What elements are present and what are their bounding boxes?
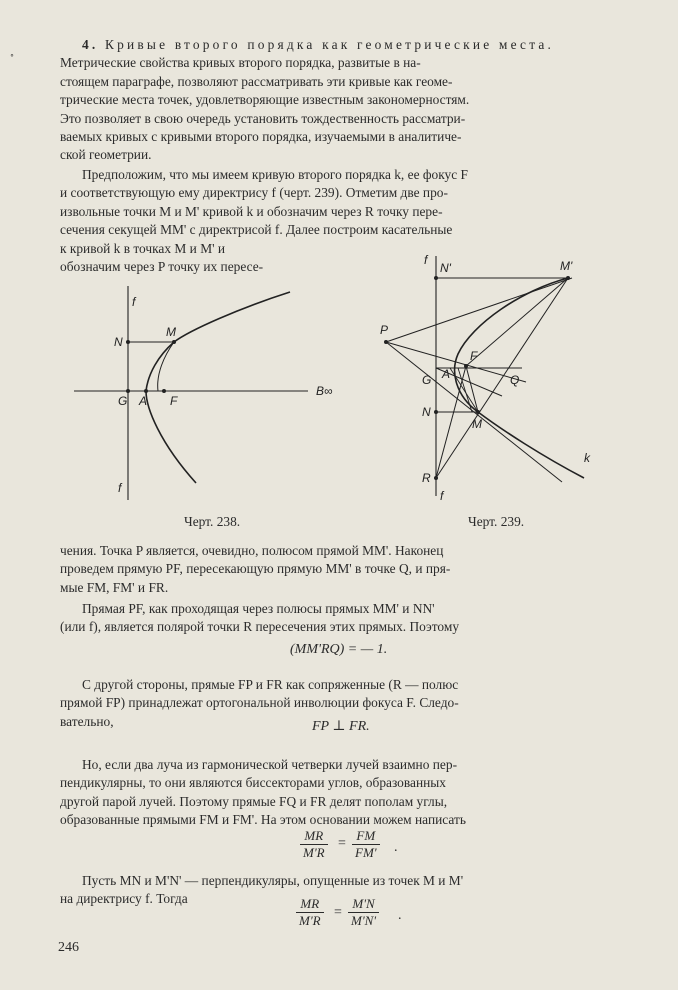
label-Np: N' [440, 261, 451, 275]
label-F: F [170, 394, 178, 408]
point-N [434, 410, 438, 414]
point-Mp [566, 276, 570, 280]
label-R: R [422, 471, 431, 485]
text-line: пендикулярны, то они являются биссекторами углов, образованных [60, 775, 446, 791]
label-G: G [118, 394, 128, 408]
text-line: образованные прямыми FM и FM'. На этом основании можем написать [60, 812, 466, 828]
label-k: k [584, 451, 590, 465]
equals-sign: = [338, 836, 346, 851]
denominator: M'R [303, 845, 325, 860]
text-line: мые FM, FM' и FR. [60, 579, 169, 595]
point-N [126, 340, 130, 344]
equals-sign: = [334, 905, 342, 920]
denominator: M'N' [351, 913, 377, 928]
numerator: MR [296, 896, 324, 913]
text-line: Метрические свойства кривых второго порядка, развитые в на- [60, 55, 421, 71]
numerator: M'N [348, 896, 379, 913]
line-FR [436, 366, 466, 478]
line-FMp [466, 278, 568, 366]
text-line: на директрису f. Тогда [60, 891, 188, 906]
denominator: FM' [355, 845, 377, 860]
text-line: прямой FP) принадлежат ортогональной инволюции фокуса F. Следо- [60, 695, 459, 711]
paragraph-7 [60, 872, 630, 890]
point-M [476, 410, 480, 414]
label-f-top: f [132, 295, 136, 309]
point-R [434, 476, 438, 480]
paragraph-6 [60, 756, 630, 830]
text-line: и соответствующую ему директрису f (черт. 239). Отметим две про- [60, 185, 448, 201]
text-line: обозначим через P точку их пересе- [60, 259, 264, 275]
label-G: G [422, 373, 432, 387]
section-number: 4. [82, 37, 99, 52]
point-G [126, 389, 130, 393]
formula-perpendicular: FP ⊥ FR. [312, 719, 370, 734]
text-line: стоящем параграфе, позволяют рассматривать эти кривые как геоме- [60, 73, 453, 89]
label-f-top: f [424, 253, 428, 267]
fraction-right-2 [348, 896, 379, 929]
fraction-right-1 [352, 828, 380, 861]
paragraph-4 [60, 600, 630, 637]
fraction-left-1 [300, 828, 328, 861]
label-F: F [470, 349, 478, 363]
line-FM [466, 366, 478, 412]
fraction-left-2 [296, 896, 324, 929]
text-line: трические места точек, удовлетворяющие известным закономерностям. [60, 92, 470, 108]
formula-cross-ratio: (MM'RQ) = — 1. [290, 642, 388, 657]
label-N: N [114, 335, 123, 349]
text-line: ваемых кривых с кривыми второго порядка, изучаемыми в аналитиче- [60, 129, 462, 145]
section-heading [60, 36, 630, 54]
tangent-at-Mp [386, 278, 572, 342]
label-f-bottom: f [118, 481, 122, 495]
text-line: Пусть MN и M'N' — перпендикуляры, опущенные из точек M и M' [82, 873, 464, 888]
parabola-curve [146, 292, 290, 483]
figure-239 [372, 246, 612, 511]
label-Mp: M' [560, 259, 573, 273]
point-Np [434, 276, 438, 280]
point-M [172, 340, 176, 344]
point-A [144, 389, 148, 393]
text-line: Это позволяет в свою очередь установить тождественность рассматри- [60, 110, 466, 126]
section-title: Кривые второго порядка как геометрические места. [105, 37, 555, 52]
text-line: чения. Точка P является, очевидно, полюсом прямой MM'. Наконец [60, 543, 444, 558]
margin-mark: ˳ [10, 43, 14, 57]
label-B: B∞ [316, 384, 333, 398]
text-line: извольные точки M и M' кривой k и обозначим через R точку пере- [60, 203, 443, 219]
text-line: Но, если два луча из гармонической четверки лучей взаимно пер- [82, 757, 458, 772]
label-A: A [139, 394, 148, 408]
label-Q: Q [510, 373, 520, 387]
text-line: к кривой k в точках M и M' и [60, 241, 226, 256]
paragraph-1 [60, 36, 630, 165]
text-line: С другой стороны, прямые FP и FR как сопряженные (R — полюс [82, 677, 459, 692]
label-f-bottom: f [440, 489, 444, 503]
figure-238 [60, 278, 360, 508]
denominator: M'R [299, 913, 321, 928]
paragraph-2 [60, 166, 630, 240]
point-F [464, 364, 468, 368]
text-line: ской геометрии. [60, 147, 152, 163]
label-N: N [422, 405, 431, 419]
label-P: P [380, 323, 389, 337]
numerator: MR [300, 828, 328, 845]
point-P [384, 340, 388, 344]
paragraph-2-continued [60, 240, 360, 277]
label-M: M [472, 417, 482, 431]
text-line: другой парой лучей. Поэтому прямые FQ и FR делят пополам углы, [60, 793, 448, 809]
text-line: проведем прямую PF, пересекающую прямую MM' в точке Q, и пря- [60, 561, 451, 577]
caption-239: Черт. 239. [468, 514, 525, 529]
tangent-at-M [386, 342, 562, 482]
period: . [398, 908, 402, 923]
numerator: FM [352, 828, 380, 845]
text-line: Предположим, что мы имеем кривую второго порядка k, ее фокус F [82, 167, 468, 182]
label-M: M [166, 325, 176, 339]
period: . [394, 840, 398, 855]
text-line: вательно, [60, 713, 114, 729]
point-F [162, 389, 166, 393]
label-A: A [442, 367, 451, 381]
page-number: 246 [58, 940, 79, 955]
paragraph-3 [60, 542, 630, 597]
caption-238: Черт. 238. [184, 514, 241, 529]
text-line: сечения секущей MM' с директрисой f. Далее построим касательные [60, 222, 453, 238]
text-line: Прямая PF, как проходящая через полюсы прямых MM' и NN' [82, 601, 435, 616]
text-line: (или f), является полярой точки R пересечения этих прямых. Поэтому [60, 619, 460, 635]
